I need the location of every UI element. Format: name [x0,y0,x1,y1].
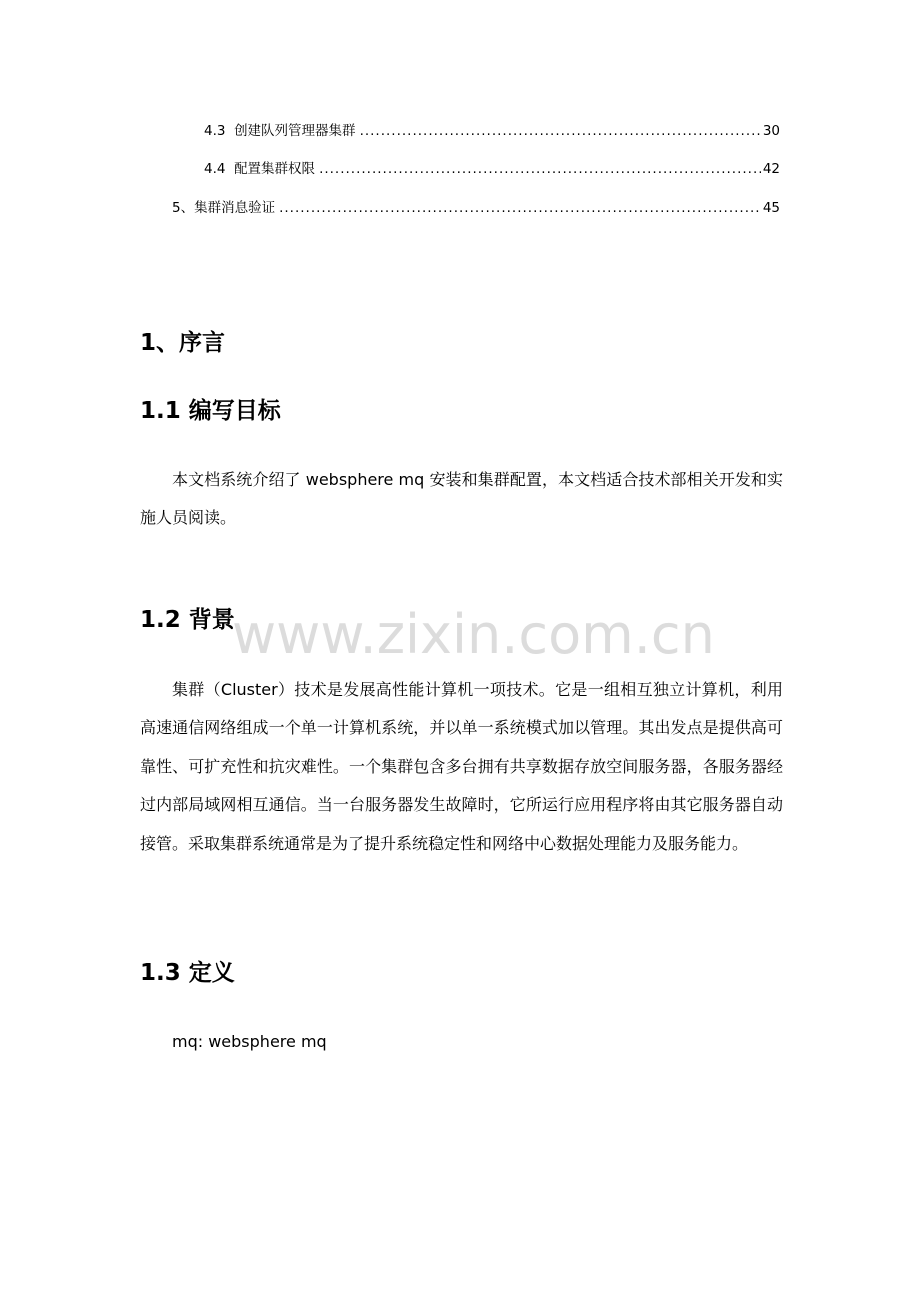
toc-entry-title: 创建队列管理器集群 [234,123,356,139]
toc-entry-4-3[interactable] [204,121,780,141]
toc-entry-number: 5、 [172,200,195,216]
toc-leader-dots [319,159,761,179]
paragraph-background: 集群（Cluster）技术是发展高性能计算机一项技术。它是一组相互独立计算机，利用高速通信网络组成一个单一计算机系统，并以单一系统模式加以管理。其出发点是提供高可靠性、可扩充性和抗灾难性。一个集群包含多台拥有共享数据存放空间服务器，各服务器经过内部局域网相互通信。当一台服务器发生故障时，它所运行应用程序将由其它服务器自动接管。采取集群系统通常是为了提升系统稳定性和网络中心数据处理能力及服务能力。 [140,680,783,853]
toc-entry-page: 30 [762,123,780,139]
toc-entry-page: 45 [762,200,780,216]
toc-entry-5[interactable] [172,198,780,218]
toc-entry-number: 4.3 [204,123,235,139]
toc-entry-number: 4.4 [204,161,235,177]
heading-background: 1.2 背景 [140,607,235,633]
heading-preface: 1、序言 [140,330,226,356]
toc-entry-title: 配置集群权限 [234,161,316,177]
paragraph-goal: 本文档系统介绍了 websphere mq 安装和集群配置，本文档适合技术部相关开发和实施人员阅读。 [140,470,783,528]
toc-entry-4-4[interactable] [204,159,780,179]
heading-definition: 1.3 定义 [140,960,235,986]
toc-leader-dots [360,121,761,141]
watermark: www.zixin.com.cn [232,603,715,666]
heading-goal: 1.1 编写目标 [140,398,281,424]
toc-entry-title: 集群消息验证 [194,200,276,216]
toc-entry-page: 42 [762,161,780,177]
definition-line: mq: websphere mq [172,1032,327,1051]
toc-leader-dots [279,198,761,218]
